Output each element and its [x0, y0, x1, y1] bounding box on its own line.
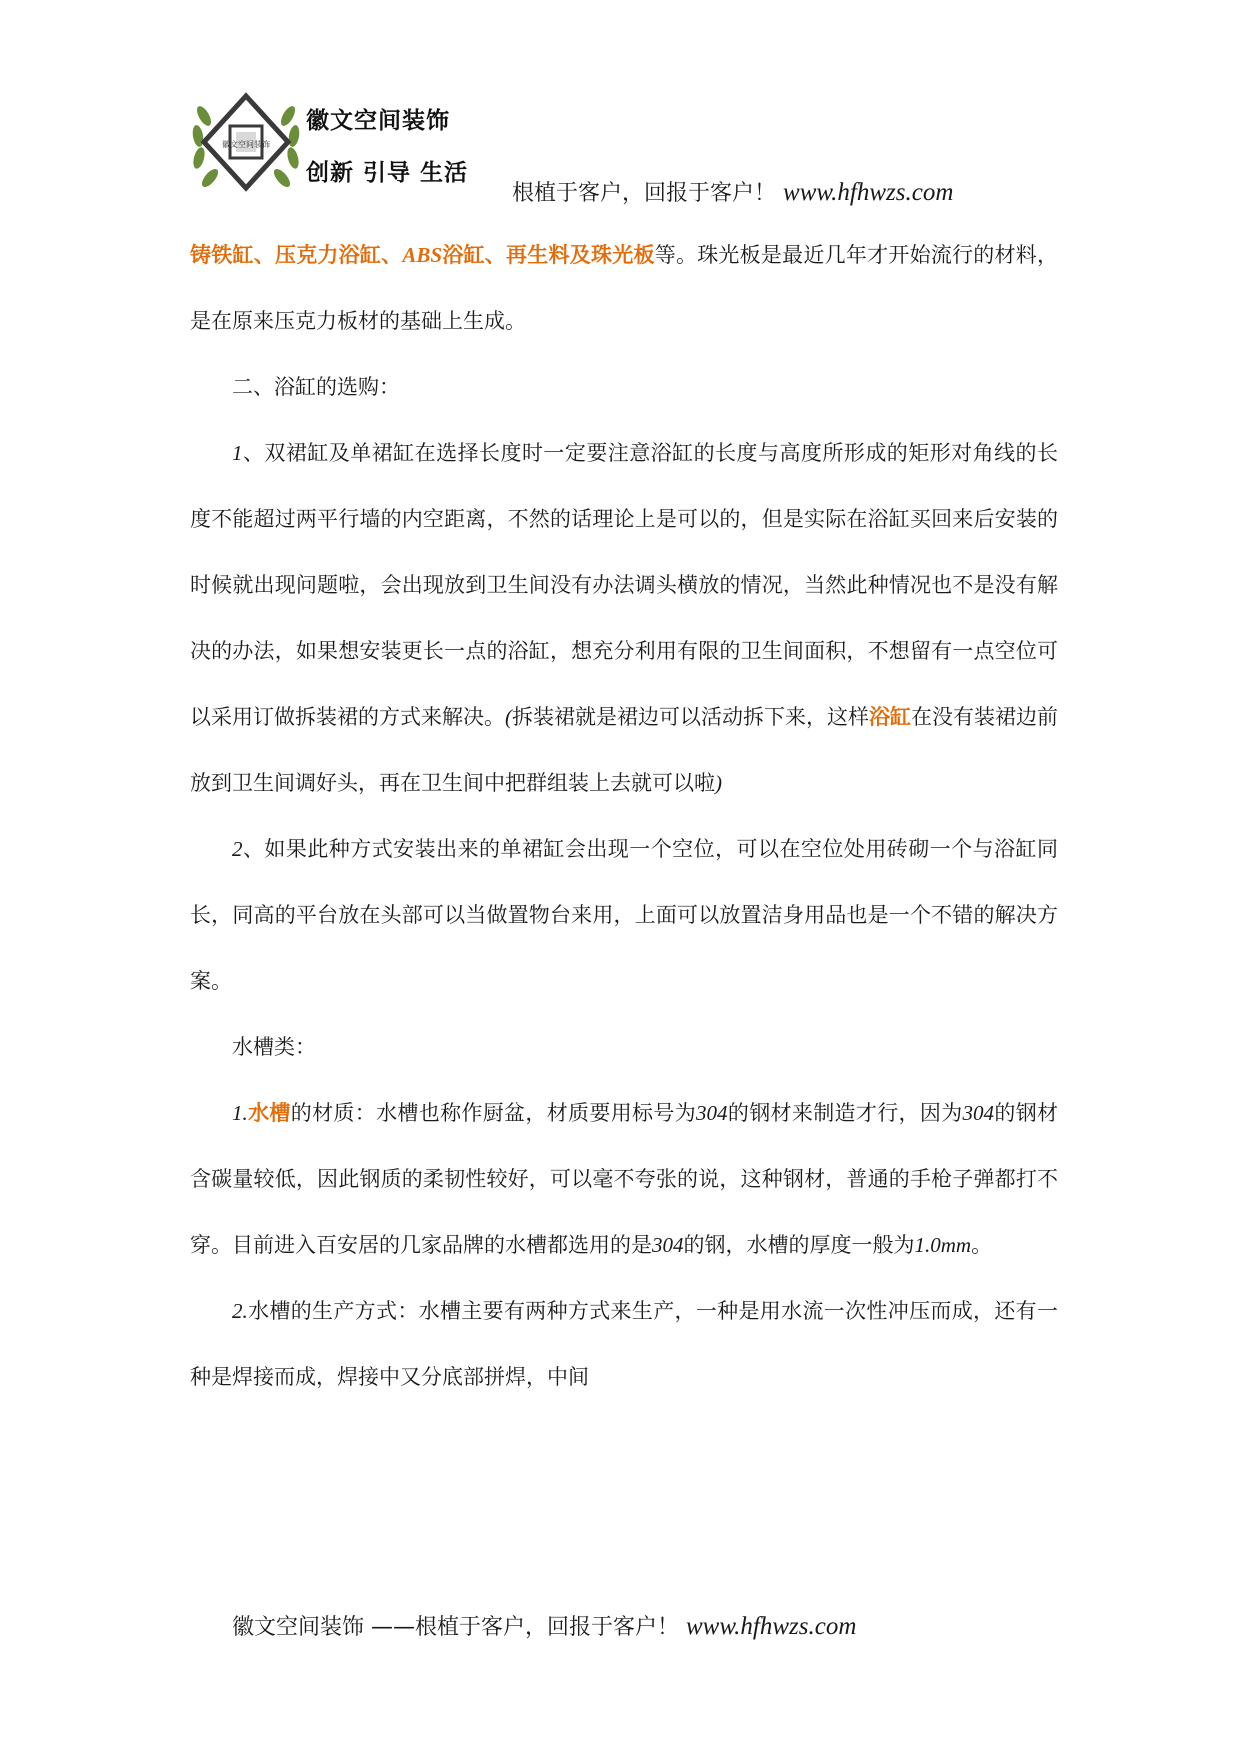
- item-number: 2: [232, 837, 243, 861]
- item-number: 2.: [232, 1299, 248, 1323]
- steel-grade: 304: [652, 1233, 684, 1257]
- logo-line-1: 徽文空间装饰: [306, 108, 450, 134]
- header-slogan: [512, 176, 953, 207]
- logo-line-2: 创新 引导 生活: [306, 160, 469, 186]
- sink-1-text-4: 的钢，水槽的厚度一般为: [683, 1233, 915, 1257]
- document-body: [190, 222, 1058, 1410]
- materials-text: 等。珠光板是最近几年才开始流行的材料，是在原来压克力板材的基础上生成。: [190, 243, 1059, 333]
- steel-grade: 304: [696, 1101, 728, 1125]
- footer-url: www.hfhwzs.com: [686, 1613, 857, 1640]
- laurel-seal-icon: [190, 86, 302, 198]
- paren-close: ): [715, 771, 722, 795]
- paragraph-bathtub-1: [190, 420, 1058, 816]
- highlight-sink: 水槽: [247, 1101, 291, 1125]
- item-number: 1.: [232, 1101, 248, 1125]
- paragraph-bathtub-2: [190, 816, 1058, 1014]
- section-heading-bathtub: 二、浴缸的选购：: [232, 375, 400, 399]
- paragraph-materials: [190, 222, 1058, 354]
- highlight-abs: ABS: [402, 243, 443, 267]
- seal-text: 徽文空间装饰: [222, 140, 270, 149]
- sink-1-text-5: 。: [971, 1233, 993, 1257]
- bathtub-1-text-3: 在没有装裙边前放到卫生间调好头，再在卫生间中把群组装上去就可以啦: [190, 705, 1058, 795]
- paragraph-sink-1: [190, 1080, 1058, 1278]
- highlight-materials-2: 浴缸、再生料及珠光板: [442, 243, 655, 267]
- paren-open: (: [505, 705, 512, 729]
- sink-1-text-2: 的钢材来制造才行，因为: [727, 1101, 963, 1125]
- highlight-materials-1: 铸铁缸、压克力浴缸、: [190, 243, 403, 267]
- bathtub-1-text: 、双裙缸及单裙缸在选择长度时一定要注意浴缸的长度与高度所形成的矩形对角线的长度不能超过两平行墙的内空距离，不然的话理论上是可以的，但是实际在浴缸买回来后安装的时候就出现问题啦，会出现放到卫生间没有办法调头横放的情况，当然此种情况也不是没有解决的办法，如果想安装更长一点的浴缸，想充分利用有限的卫生间面积，不想留有一点空位可以采用订做拆装裙的方式来解决。: [190, 441, 1058, 729]
- item-number: 1: [232, 441, 243, 465]
- thickness-value: 1.0mm: [914, 1233, 972, 1257]
- bathtub-1-text-2: 拆装裙就是裙边可以活动拆下来，这样: [512, 705, 869, 729]
- sink-1-text-1: 的材质：水槽也称作厨盆，材质要用标号为: [290, 1101, 697, 1125]
- section-heading-sink: 水槽类：: [232, 1035, 316, 1059]
- header-url: www.hfhwzs.com: [783, 179, 954, 206]
- header-slogan-text: 根植于客户，回报于客户！: [512, 181, 777, 206]
- footer-text: 徽文空间装饰 ——根植于客户，回报于客户！: [232, 1615, 679, 1640]
- page-footer: [232, 1610, 856, 1641]
- bathtub-2-text: 、如果此种方式安装出来的单裙缸会出现一个空位，可以在空位处用砖砌一个与浴缸同长，同高的平台放在头部可以当做置物台来用，上面可以放置洁身用品也是一个不错的解决方案。: [190, 837, 1058, 993]
- paragraph-sink-2: [190, 1278, 1058, 1410]
- highlight-bathtub: 浴缸: [869, 705, 911, 729]
- sink-2-text: 水槽的生产方式：水槽主要有两种方式来生产，一种是用水流一次性冲压而成，还有一种是焊接而成，焊接中又分底部拼焊，中间: [190, 1299, 1058, 1389]
- sink-1-text-3: 的钢材含碳量较低，因此钢质的柔韧性较好，可以毫不夸张的说，这种钢材，普通的手枪子弹都打不穿。目前进入百安居的几家品牌的水槽都选用的是: [190, 1101, 1059, 1257]
- steel-grade: 304: [962, 1101, 995, 1125]
- company-logo: [190, 86, 469, 198]
